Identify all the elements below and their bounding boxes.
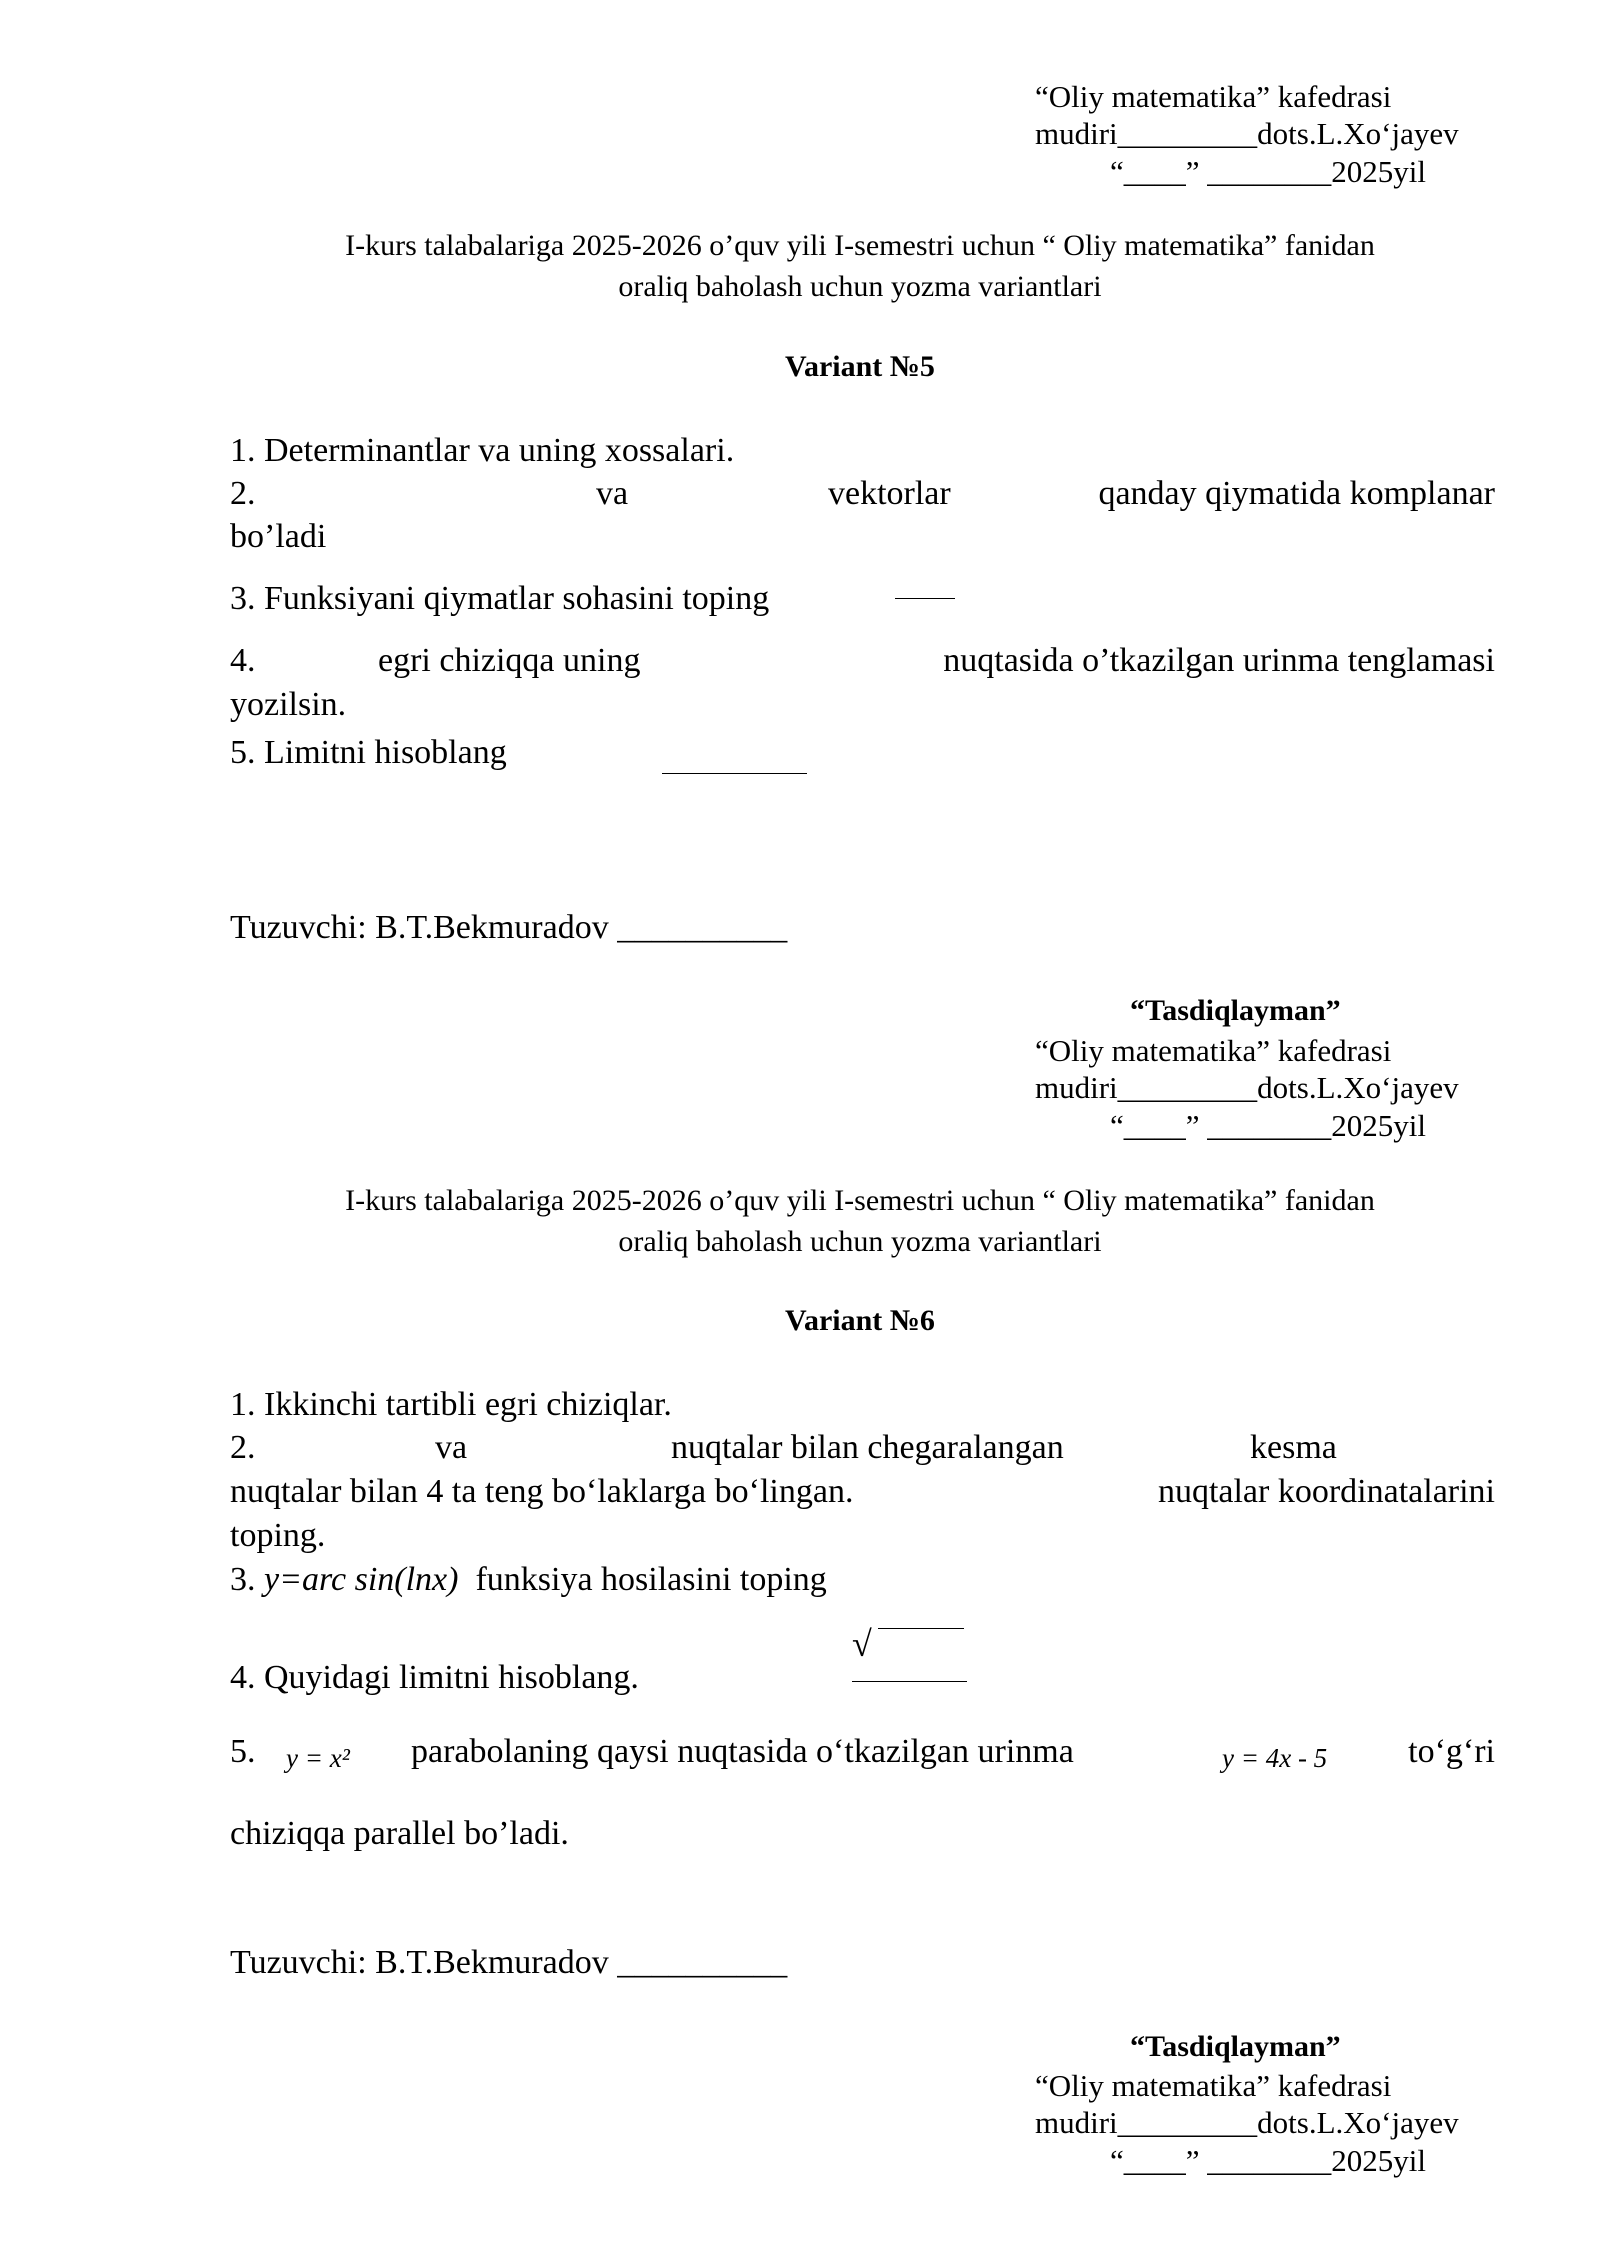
radical-bar xyxy=(878,1628,964,1629)
head-signature-line: mudiri_________dots.L.Xo‘jayev xyxy=(1035,116,1459,151)
question-2-continuation: toping. xyxy=(230,1517,326,1554)
author-signature: Tuzuvchi: B.T.Bekmuradov __________ xyxy=(230,909,788,946)
question-3 xyxy=(230,1559,827,1601)
radical-icon: √ xyxy=(852,1624,872,1664)
fraction-bar xyxy=(852,1681,967,1682)
fraction-bar xyxy=(895,598,955,599)
question-2-line-2 xyxy=(230,1471,1495,1513)
question-5 xyxy=(230,1731,1495,1773)
formula: y = x² xyxy=(286,1743,350,1773)
question-1: 1. Ikkinchi tartibli egri chiziqlar. xyxy=(230,1386,672,1423)
question-5-middle: parabolaning qaysi nuqtasida o‘tkazilgan urinma xyxy=(411,1733,1074,1770)
word-kesma: kesma xyxy=(1250,1429,1337,1466)
question-number: 2. xyxy=(230,1429,256,1466)
department-line: “Oliy matematika” kafedrasi xyxy=(1035,79,1392,114)
question-2-continuation: bo’ladi xyxy=(230,518,327,555)
word-va: va xyxy=(435,1429,468,1466)
question-2 xyxy=(230,1427,1495,1469)
question-1: 1. Determinantlar va uning xossalari. xyxy=(230,432,735,469)
approval-title: “Tasdiqlayman” xyxy=(1130,994,1341,1027)
question-2-part-d: nuqtalar koordinatalarini xyxy=(1157,1473,1495,1510)
author-signature: Tuzuvchi: B.T.Bekmuradov __________ xyxy=(230,1944,788,1981)
department-line: “Oliy matematika” kafedrasi xyxy=(1035,1033,1392,1068)
question-2-part-c: nuqtalar bilan 4 ta teng bo‘laklarga bo‘lingan. xyxy=(230,1473,854,1510)
formula: y = 4x - 5 xyxy=(1222,1743,1328,1773)
word-vectors: vektorlar xyxy=(828,475,951,512)
question-number: 2. xyxy=(230,475,256,512)
formula: y=arc sin(lnx) xyxy=(264,1561,459,1598)
question-3-rest: funksiya hosilasini toping xyxy=(475,1561,827,1598)
variant-title: Variant №5 xyxy=(785,350,935,383)
question-4-continuation: yozilsin. xyxy=(230,686,347,723)
question-number: 4. xyxy=(230,642,256,679)
exam-title-line1: I-kurs talabalariga 2025-2026 o’quv yili I-semestri uchun “ Oliy matematika” fanidan xyxy=(345,1184,1375,1217)
date-line: “____” ________2025yil xyxy=(1110,1108,1426,1143)
approval-title: “Tasdiqlayman” xyxy=(1130,2030,1341,2063)
fraction-bar xyxy=(662,773,807,774)
question-4-part-b: nuqtasida o’tkazilgan urinma tenglamasi xyxy=(943,642,1495,679)
question-4 xyxy=(230,640,1495,682)
question-2-rest: qanday qiymatida komplanar xyxy=(1098,475,1495,512)
question-5-continuation: chiziqqa parallel bo’ladi. xyxy=(230,1815,569,1852)
department-line: “Oliy matematika” kafedrasi xyxy=(1035,2068,1392,2103)
question-2-part-b: nuqtalar bilan chegaralangan xyxy=(671,1429,1064,1466)
head-signature-line: mudiri_________dots.L.Xo‘jayev xyxy=(1035,2105,1459,2140)
question-2 xyxy=(230,473,1495,515)
question-3: 3. Funksiyani qiymatlar sohasini toping xyxy=(230,580,770,617)
question-number: 3. xyxy=(230,1561,256,1598)
question-4-part-a: egri chiziqqa uning xyxy=(378,642,641,679)
question-5: 5. Limitni hisoblang xyxy=(230,734,507,771)
variant-title: Variant №6 xyxy=(785,1304,935,1337)
question-4: 4. Quyidagi limitni hisoblang. xyxy=(230,1659,639,1696)
exam-title-line1: I-kurs talabalariga 2025-2026 o’quv yili I-semestri uchun “ Oliy matematika” fanidan xyxy=(345,229,1375,262)
date-line: “____” ________2025yil xyxy=(1110,154,1426,189)
exam-title-line2: oraliq baholash uchun yozma variantlari xyxy=(618,270,1102,303)
question-number: 5. xyxy=(230,1733,256,1770)
exam-title-line2: oraliq baholash uchun yozma variantlari xyxy=(618,1225,1102,1258)
question-5-end: to‘g‘ri xyxy=(1408,1733,1495,1770)
word-va: va xyxy=(596,475,629,512)
date-line: “____” ________2025yil xyxy=(1110,2143,1426,2178)
head-signature-line: mudiri_________dots.L.Xo‘jayev xyxy=(1035,1070,1459,1105)
